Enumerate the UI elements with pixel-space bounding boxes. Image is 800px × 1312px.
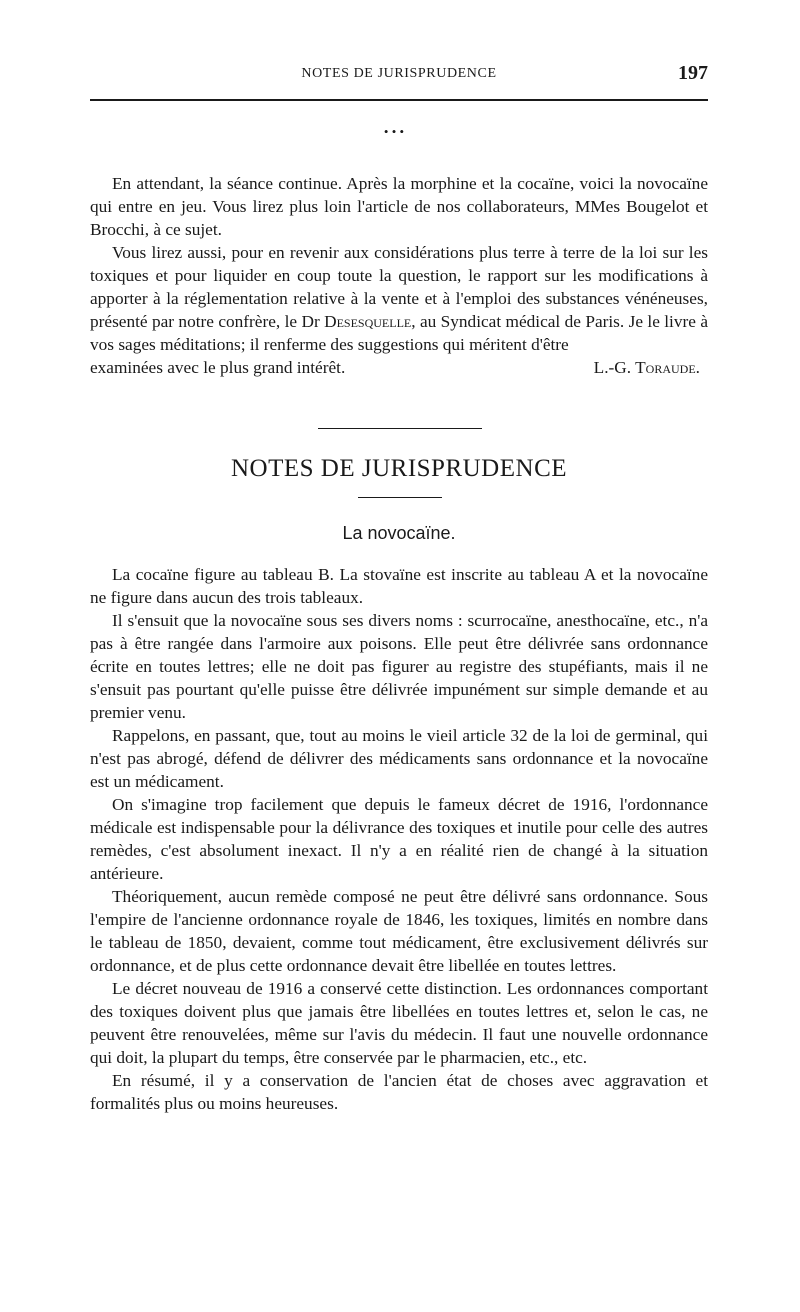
title-underline <box>358 497 442 498</box>
intro-paragraph-1: En attendant, la séance continue. Après la morphine et la cocaïne, voici la novocaïne qui entre en jeu. Vous lirez plus loin l'article de nos collaborateurs, MMes Bougelot et Brocchi, à ce sujet. <box>90 174 708 239</box>
section-title: NOTES DE JURISPRUDENCE <box>230 455 568 482</box>
page-header <box>90 62 708 90</box>
body-paragraph: En résumé, il y a conservation de l'ancien état de choses avec aggravation et formalités plus ou moins heureuses. <box>90 1071 708 1113</box>
author-name: Desesquelle <box>324 312 412 331</box>
intro-last-line-text: examinées avec le plus grand intérêt. <box>90 358 346 377</box>
body-paragraph: La cocaïne figure au tableau B. La stovaïne est inscrite au tableau A et la novocaïne ne figure dans aucun des trois tableaux. <box>90 565 708 607</box>
body-paragraph: Théoriquement, aucun remède composé ne peut être délivré sans ordonnance. Sous l'empire de l'ancienne ordonnance royale de 1846, les toxiques, limités en nombre dans le tableau de 1850, devaient, comme tout médicament, être exclusivement délivrés sur ordonnance, et de plus cette ordonnance devait être libellée en toutes lettres. <box>90 887 708 975</box>
intro-paragraph-2 <box>90 241 708 356</box>
header-rule <box>90 99 708 101</box>
body-paragraph: Rappelons, en passant, que, tout au moins le vieil article 32 de la loi de germinal, qui n'est pas abrogé, défend de délivrer des médicaments sans ordonnance et la novocaïne est un médicament. <box>90 726 708 791</box>
body-paragraph: On s'imagine trop facilement que depuis le fameux décret de 1916, l'ordonnance médicale est indispensable pour la délivrance des toxiques et inutile pour celle des autres remèdes, c'est absolument inexact. Il n'y a en réalité rien de changé à la situation antérieure. <box>90 795 708 883</box>
ornament-dots: • • • <box>383 124 405 139</box>
page-number: 197 <box>678 62 708 84</box>
signature: L.-G. Toraude. <box>593 358 700 377</box>
section-body <box>90 563 708 1115</box>
body-paragraph: Le décret nouveau de 1916 a conservé cette distinction. Les ordonnances comportant des toxiques doivent plus que jamais être libellées en toutes lettres et, selon le cas, ne peuvent être renouvelées, même sur l'avis du médecin. Il faut une nouvelle ordonnance qui doit, la plupart du temps, être conservée par le pharmacien, etc., etc. <box>90 979 708 1067</box>
intro-block <box>90 172 708 379</box>
section-divider <box>318 428 482 429</box>
intro-paragraph-2-text: Vous lirez aussi, pour en revenir aux considérations plus terre à terre de la loi sur les toxiques et pour liquider en coup toute la question, le rapport sur les modifications à apporter à la réglementation relative à la vente et à l'emploi des substances vénéneuses, présenté par notre confrère, le Dr <box>90 243 708 331</box>
body-paragraph: Il s'ensuit que la novocaïne sous ses divers noms : scurrocaïne, anesthocaïne, etc., n'a pas à être rangée dans l'armoire aux poisons. Elle peut être délivrée sans ordonnance écrite en toutes lettres; elle ne doit pas figurer au registre des stupéfiants, mais il ne s'ensuit pas pourtant qu'elle puisse être délivrée impunément sur simple demande et au premier venu. <box>90 611 708 722</box>
running-title: NOTES DE JURISPRUDENCE <box>301 66 497 81</box>
intro-paragraph-2-text-cont: , au Syndicat médical de Paris. Je le livre à vos sages méditations; il renferme des suggestions qui méritent d'être <box>90 312 708 354</box>
subsection-title: La novocaïne. <box>342 523 456 543</box>
intro-last-line <box>90 356 708 379</box>
